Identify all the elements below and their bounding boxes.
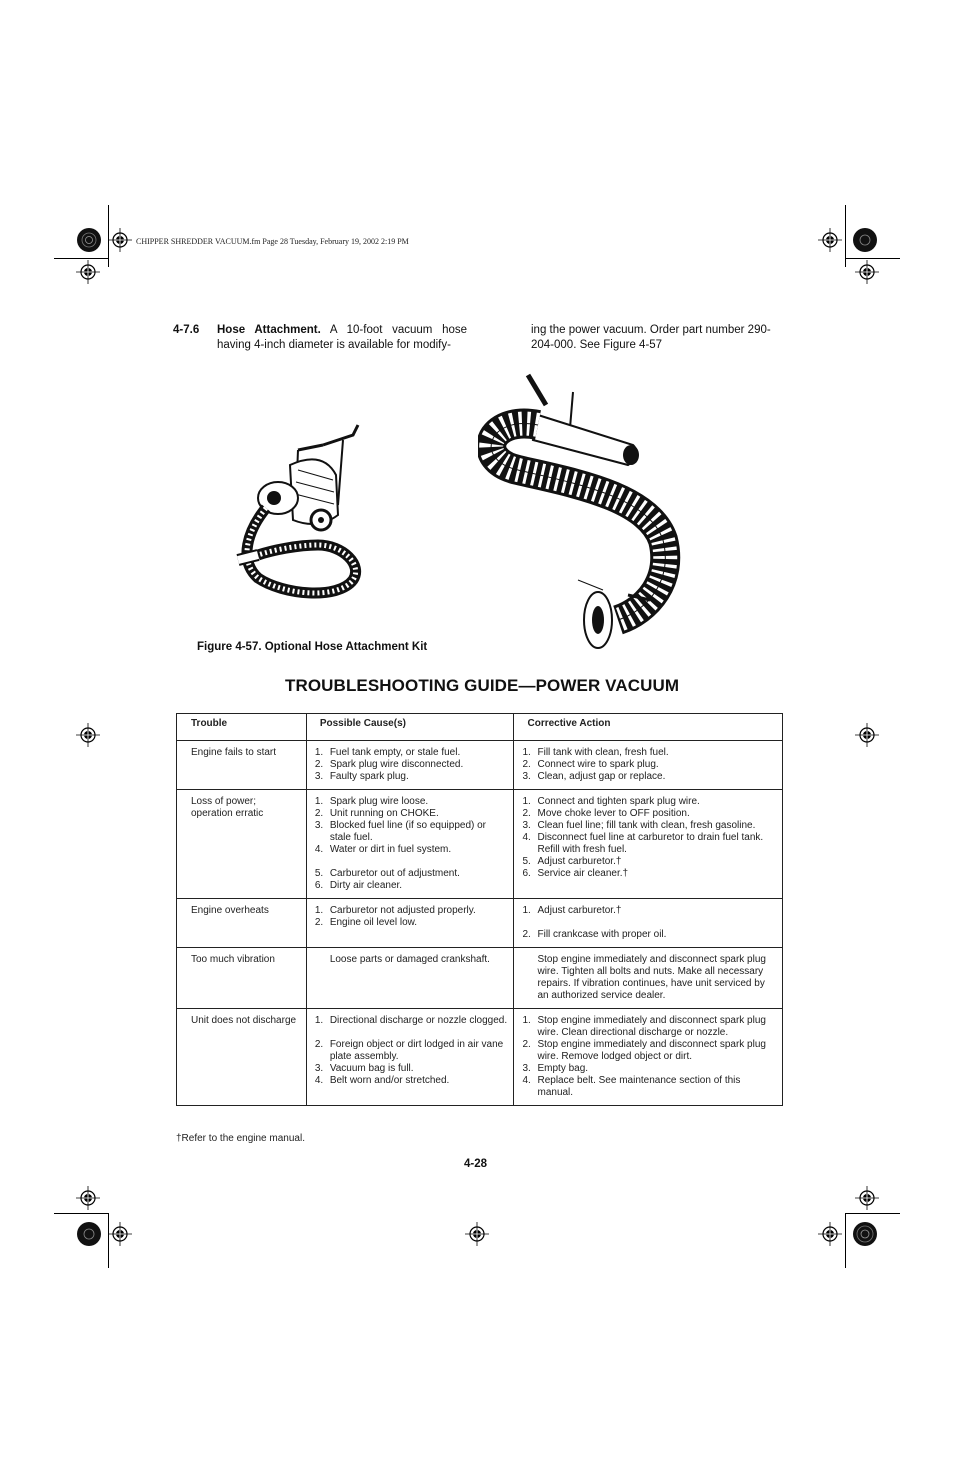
action-item: [522, 1075, 776, 1099]
cause-item-number: 2.: [314, 808, 324, 819]
action-item-text: Replace belt. See maintenance section of this manual.: [537, 1075, 741, 1098]
cause-item-text: Directional discharge or nozzle clogged.: [329, 1015, 508, 1026]
action-cell: [514, 790, 783, 899]
action-item-text: Stop engine immediately and disconnect spark plug wire. Clean directional discharge or nozzle.: [537, 1015, 766, 1038]
action-item-number: 3.: [522, 820, 531, 831]
cause-item: [315, 1039, 508, 1063]
cause-item: [315, 747, 508, 759]
action-item-number: 2.: [522, 1039, 531, 1050]
registration-target-icon: [76, 1221, 102, 1247]
trim-mark: [845, 1213, 846, 1268]
cause-cell: [306, 1009, 514, 1106]
cause-cell: [306, 948, 514, 1009]
cause-item-number: 2.: [314, 1039, 324, 1050]
hose-kit-illustration: [478, 370, 688, 650]
cause-item-text: Spark plug wire disconnected.: [329, 759, 464, 770]
section-heading: Hose Attachment.: [217, 324, 321, 336]
action-item-text: Stop engine immediately and disconnect spark plug wire. Remove lodged object or dirt.: [537, 1039, 766, 1062]
cause-item-number: 2.: [314, 759, 324, 770]
list-spacer: [315, 1027, 508, 1039]
crosshair-target-icon: [465, 1222, 489, 1246]
cause-item-text: Foreign object or dirt lodged in air vane plate assembly.: [329, 1039, 504, 1062]
action-cell: [514, 741, 783, 790]
cause-list: [315, 954, 508, 966]
action-item-number: [522, 954, 537, 1002]
trouble-cell: [177, 899, 307, 948]
cause-item-text: Belt worn and/or stretched.: [329, 1075, 450, 1086]
trouble-cell: [177, 1009, 307, 1106]
action-cell: [514, 899, 783, 948]
action-item: [522, 905, 776, 917]
power-vacuum-illustration: [228, 420, 378, 600]
action-item-text: Adjust carburetor.†: [537, 856, 622, 867]
header-trouble: Trouble: [177, 714, 307, 741]
trim-mark: [54, 258, 109, 259]
action-item-text: Disconnect fuel line at carburetor to drain fuel tank. Refill with fresh fuel.: [537, 832, 764, 855]
header-corrective-action: Corrective Action: [514, 714, 783, 741]
cause-item: [315, 1075, 508, 1087]
cause-cell: [306, 790, 514, 899]
trouble-text: Unit does not discharge: [191, 1015, 297, 1026]
registration-target-icon: [852, 227, 878, 253]
cause-item-number: 1.: [314, 905, 324, 916]
action-list: [522, 796, 776, 880]
crosshair-target-icon: [76, 723, 100, 747]
trouble-text: Too much vibration: [191, 954, 275, 965]
cause-item-number: 1.: [314, 796, 324, 807]
figure-caption: Figure 4-57. Optional Hose Attachment Kit: [197, 641, 428, 653]
cause-item-text: Vacuum bag is full.: [329, 1063, 414, 1074]
crosshair-target-icon: [108, 228, 132, 252]
action-item: [522, 759, 776, 771]
table-row: [177, 899, 783, 948]
cause-list: [315, 905, 508, 929]
list-spacer: [522, 917, 776, 929]
cause-item: [315, 820, 508, 844]
crosshair-target-icon: [76, 260, 100, 284]
action-list: [522, 1015, 776, 1099]
action-item-number: 1.: [522, 747, 531, 758]
trim-mark: [845, 1213, 900, 1214]
action-item-number: 4.: [522, 1075, 531, 1086]
action-item-number: 6.: [522, 868, 531, 879]
registration-target-icon: [852, 1221, 878, 1247]
action-item-text: Connect wire to spark plug.: [537, 759, 659, 770]
action-item: [522, 856, 776, 868]
cause-item: [315, 880, 508, 892]
action-item-text: Clean fuel line; fill tank with clean, fresh gasoline.: [537, 820, 756, 831]
section-text-col2: ing the power vacuum. Order part number 290-204-000. See Figure 4-57: [531, 324, 771, 351]
action-item-text: Adjust carburetor.†: [537, 905, 622, 916]
section-body-col1: [217, 323, 467, 353]
action-item-number: 1.: [522, 796, 531, 807]
action-item-text: Fill tank with clean, fresh fuel.: [537, 747, 669, 758]
trouble-text: Loss of power; operation erratic: [191, 796, 264, 819]
cause-item-text: Dirty air cleaner.: [329, 880, 403, 891]
cause-item-number: 2.: [314, 917, 324, 928]
crosshair-target-icon: [855, 260, 879, 284]
cause-item: [315, 796, 508, 808]
trouble-cell: [177, 790, 307, 899]
cause-item-number: 6.: [314, 880, 324, 891]
section-text-col1: A 10-foot vacuum hose having 4-inch diameter is available for modify-: [217, 324, 468, 351]
trouble-cell: [177, 741, 307, 790]
action-item: [522, 832, 776, 856]
action-item-number: 1.: [522, 905, 531, 916]
cause-item-text: Faulty spark plug.: [329, 771, 409, 782]
cause-item-text: Water or dirt in fuel system.: [329, 844, 452, 855]
table-header-row: [177, 714, 783, 741]
cause-list: [315, 1015, 508, 1087]
registration-target-icon: [76, 227, 102, 253]
cause-item-number: 3.: [314, 771, 324, 782]
action-item-number: 2.: [522, 929, 531, 940]
trouble-text: Engine overheats: [191, 905, 269, 916]
action-item-number: 2.: [522, 808, 531, 819]
footnote: †Refer to the engine manual.: [176, 1133, 305, 1144]
cause-item-text: Spark plug wire loose.: [329, 796, 429, 807]
action-item-number: 1.: [522, 1015, 531, 1026]
page-number: 4-28: [464, 1158, 488, 1170]
action-item: [522, 820, 776, 832]
cause-item-text: Engine oil level low.: [329, 917, 418, 928]
cause-item-number: 1.: [314, 747, 324, 758]
cause-item-text: Fuel tank empty, or stale fuel.: [329, 747, 461, 758]
crosshair-target-icon: [855, 723, 879, 747]
guide-title: TROUBLESHOOTING GUIDE—POWER VACUUM: [285, 676, 680, 695]
section-number: 4-7.6: [173, 324, 200, 336]
action-list: [522, 747, 776, 783]
action-item: [522, 1015, 776, 1039]
action-item: [522, 747, 776, 759]
action-item-text: Move choke lever to OFF position.: [537, 808, 690, 819]
action-item-text: Connect and tighten spark plug wire.: [537, 796, 700, 807]
action-list: [522, 954, 776, 1002]
crosshair-target-icon: [76, 1186, 100, 1210]
action-cell: [514, 1009, 783, 1106]
cause-item: [315, 808, 508, 820]
cause-item-number: 3.: [314, 1063, 324, 1074]
crosshair-target-icon: [818, 1222, 842, 1246]
trouble-cell: [177, 948, 307, 1009]
crosshair-target-icon: [108, 1222, 132, 1246]
action-item-text: Clean, adjust gap or replace.: [537, 771, 666, 782]
action-item-number: 4.: [522, 832, 531, 843]
cause-item: [315, 917, 508, 929]
cause-item-number: 3.: [314, 820, 324, 831]
crosshair-target-icon: [855, 1186, 879, 1210]
cause-item-number: 1.: [314, 1015, 324, 1026]
table-body: [177, 741, 783, 1106]
action-item: [522, 1063, 776, 1075]
cause-item: [315, 954, 508, 966]
cause-item-number: 5.: [314, 868, 324, 879]
action-item: [522, 868, 776, 880]
cause-item-text: Loose parts or damaged crankshaft.: [329, 954, 490, 965]
cause-item-number: [315, 954, 330, 966]
action-item-number: 5.: [522, 856, 531, 867]
cause-list: [315, 747, 508, 783]
trim-mark: [845, 258, 900, 259]
cause-item: [315, 905, 508, 917]
action-item: [522, 954, 776, 1002]
cause-item: [315, 771, 508, 783]
action-item-number: 2.: [522, 759, 531, 770]
action-item-text: Empty bag.: [537, 1063, 589, 1074]
action-item: [522, 1039, 776, 1063]
action-item-text: Service air cleaner.†: [537, 868, 629, 879]
list-spacer: [315, 856, 508, 868]
action-item-text: Fill crankcase with proper oil.: [537, 929, 667, 940]
cause-item: [315, 759, 508, 771]
cause-item: [315, 1015, 508, 1027]
action-item: [522, 929, 776, 941]
table-row: [177, 790, 783, 899]
cause-item-text: Unit running on CHOKE.: [329, 808, 439, 819]
action-list: [522, 905, 776, 941]
trouble-text: Engine fails to start: [191, 747, 277, 758]
action-item: [522, 808, 776, 820]
cause-list: [315, 796, 508, 892]
file-slug: CHIPPER SHREDDER VACUUM.fm Page 28 Tuesday, February 19, 2002 2:19 PM: [136, 237, 409, 246]
cause-item: [315, 1063, 508, 1075]
table-row: [177, 741, 783, 790]
action-item: [522, 771, 776, 783]
troubleshooting-table: [176, 713, 783, 1106]
cause-cell: [306, 899, 514, 948]
action-item: [522, 796, 776, 808]
cause-item-text: Carburetor not adjusted properly.: [329, 905, 476, 916]
cause-item-text: Blocked fuel line (if so equipped) or stale fuel.: [329, 820, 487, 843]
cause-item: [315, 844, 508, 856]
cause-item: [315, 868, 508, 880]
action-item-text: Stop engine immediately and disconnect spark plug wire. Tighten all bolts and nuts. Make all necessary repairs. If vibration continues, have unit serviced by an authorized service dealer.: [537, 954, 766, 1001]
cause-item-number: 4.: [314, 1075, 324, 1086]
action-item-number: 3.: [522, 1063, 531, 1074]
cause-cell: [306, 741, 514, 790]
action-item-number: 3.: [522, 771, 531, 782]
crosshair-target-icon: [818, 228, 842, 252]
trim-mark: [54, 1213, 109, 1214]
table-row: [177, 948, 783, 1009]
cause-item-number: 4.: [314, 844, 324, 855]
table-row: [177, 1009, 783, 1106]
cause-item-text: Carburetor out of adjustment.: [329, 868, 460, 879]
header-possible-causes: Possible Cause(s): [306, 714, 514, 741]
action-cell: [514, 948, 783, 1009]
